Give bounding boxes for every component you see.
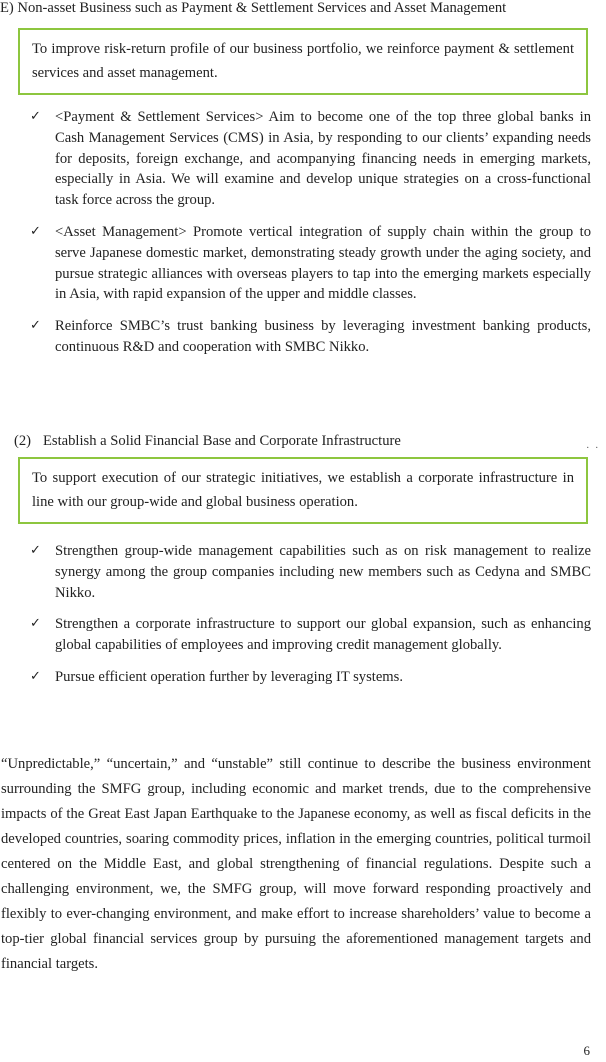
section-2-bullet-list xyxy=(0,541,606,688)
list-item xyxy=(0,667,606,688)
section-e-heading: E) Non-asset Business such as Payment & Settlement Services and Asset Management xyxy=(0,0,507,16)
list-item xyxy=(0,614,606,656)
section-2-summary-box: To support execution of our strategic initiatives, we establish a corporate infrastructure in line with our group-wide and global business operation. xyxy=(18,457,588,524)
decorative-dots: . . xyxy=(586,440,600,451)
check-icon: ✓ xyxy=(30,223,41,239)
bullet-text: <Asset Management> Promote vertical integration of supply chain within the group to serve Japanese domestic market, demonstrating steady growth under the aging society, and pursue strategic alliances with overseas players to tap into the emerging markets especially in Asia, with rapid expansion of the upper and middle classes. xyxy=(55,223,591,303)
section-2-heading xyxy=(14,431,401,452)
list-item xyxy=(0,316,606,358)
page-number: 6 xyxy=(583,1043,590,1058)
check-icon: ✓ xyxy=(30,616,41,632)
list-item xyxy=(0,222,606,305)
section-e-summary-box: To improve risk-return profile of our business portfolio, we reinforce payment & settlement services and asset management. xyxy=(18,28,588,95)
check-icon: ✓ xyxy=(30,109,41,124)
bullet-text: Strengthen a corporate infrastructure to support our global expansion, such as enhancing global capabilities of employees and improving credit management globally. xyxy=(55,616,591,654)
bullet-text: Reinforce SMBC’s trust banking business by leveraging investment banking products, continuous R&D and cooperation with SMBC Nikko. xyxy=(55,318,591,355)
check-icon: ✓ xyxy=(30,543,41,558)
list-item xyxy=(0,107,606,211)
check-icon: ✓ xyxy=(30,318,41,334)
list-item xyxy=(0,541,606,603)
section-2-title: Establish a Solid Financial Base and Corporate Infrastructure xyxy=(43,433,401,449)
section-e-bullet-list xyxy=(0,107,606,358)
bullet-text: Pursue efficient operation further by leveraging IT systems. xyxy=(55,668,403,685)
bullet-text: <Payment & Settlement Services> Aim to become one of the top three global banks in Cash Management Services (CMS) in Asia, by responding to our clients’ expanding needs for deposits, foreign exchange, and acompanying financing needs in emerging markets, especially in Asia. We will examine and develop unique strategies on a cross-functional task force across the group. xyxy=(55,109,591,209)
section-2-number: (2) xyxy=(14,433,32,449)
closing-paragraph: “Unpredictable,” “uncertain,” and “unstable” still continue to describe the business environment surrounding the SMFG group, including economic and market trends, due to the comprehensive impacts of the Great East Japan Earthquake to the Japanese economy, as well as fiscal deficits in the developed countries, soaring commodity prices, inflation in the emerging countries, political turmoil centered on the Middle East, and global strengthening of financial regulations. Despite such a challenging environment, we, the SMFG group, will move forward responding proactively and flexibly to ever-changing environment, and make effort to increase shareholders’ value to become a top-tier global financial services group by pursuing the aforementioned management targets and financial targets. xyxy=(1,756,591,972)
check-icon: ✓ xyxy=(30,668,41,684)
bullet-text: Strengthen group-wide management capabilities such as on risk management to realize synergy among the group companies including new members such as Cedyna and SMBC Nikko. xyxy=(55,543,591,601)
